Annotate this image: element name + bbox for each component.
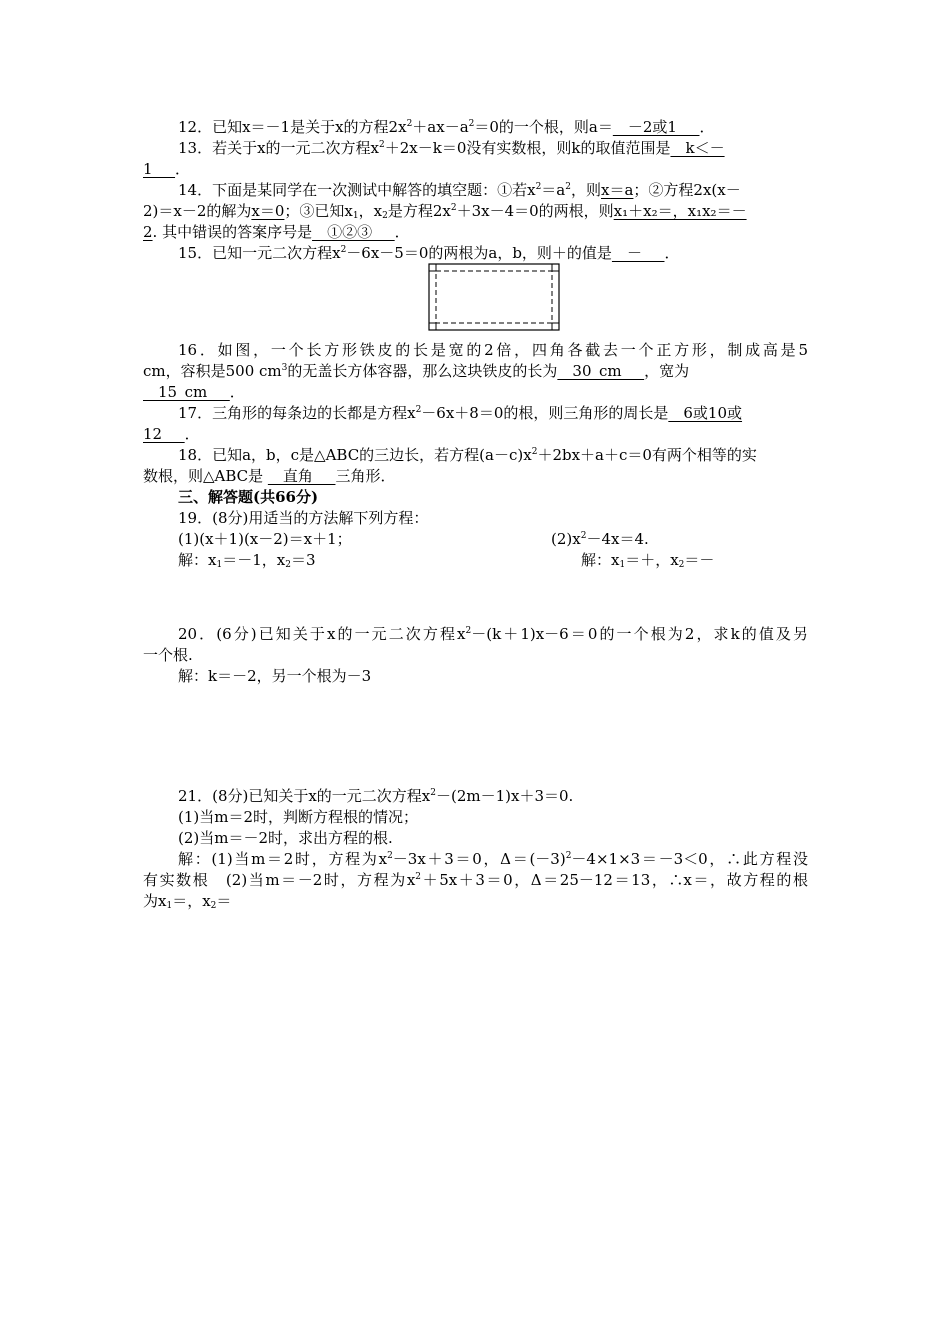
question-19-solution-2 (581, 550, 801, 570)
question-14-line3 (143, 222, 808, 242)
q15-answer: __－___ (611, 244, 665, 262)
q18-sup: 2 (531, 447, 538, 457)
q14-underline-4: 2 (143, 223, 153, 241)
q21-text-b: －(2m－1)x＋3＝0. (436, 787, 574, 805)
q19-sol2-a: 解：x (581, 551, 620, 569)
q18-l2-text: 数根，则△ABC是 (143, 467, 268, 485)
q14-sup: 2 (535, 182, 542, 192)
q14-l2-text-c: ，x (358, 202, 383, 220)
q16-text: 16．如图，一个长方形铁皮的长是宽的2倍，四角各截去一个正方形，制成高是5 (178, 341, 808, 359)
q17-text: 17．三角形的每条边的长都是方程x (178, 404, 416, 422)
q16-l2-text-c: ，宽为 (644, 362, 690, 380)
q14-l2-text-b: ；③已知x (284, 202, 353, 220)
q21-sol3-b: ＝，x (172, 892, 211, 910)
q14-text-c: ，则 (570, 181, 601, 199)
q19-sol2-c: ＝－ (684, 551, 715, 569)
q20-sup: 2 (465, 626, 472, 636)
question-12 (178, 117, 808, 137)
q17-text-b: －6x＋8＝0的根，则三角形的周长是 (421, 404, 669, 422)
q21-sol-a: 解：(1)当m＝2时，方程为x (178, 850, 388, 868)
q19-part1: (1)(x＋1)(x－2)＝x＋1； (178, 530, 352, 548)
q18-text-b: ＋2bx＋a＋c＝0有两个相等的实 (537, 446, 757, 464)
q14-sub1: 1 (352, 211, 359, 221)
q12-answer: __－2或1___ (612, 118, 700, 136)
q14-underline-2: x＝0 (251, 202, 285, 220)
q14-sub2: 2 (382, 211, 388, 221)
q19-sol2-sub1: 1 (619, 560, 626, 570)
q18-answer: __直角___ (267, 467, 336, 485)
sheet-metal-figure (428, 263, 560, 331)
question-20-cont: 一个根. (143, 646, 193, 664)
q14-text-d: ；②方程2x(x－ (633, 181, 741, 199)
q14-text-b: ＝a (541, 181, 566, 199)
question-21-solution-line1 (178, 849, 808, 869)
q19-sol2-sub2: 2 (678, 560, 685, 570)
q14-sup2: 2 (565, 182, 571, 192)
q13-text-b: ＋2x－k＝0没有实数根，则k的取值范围是 (384, 139, 671, 157)
q13-sup: 2 (379, 140, 385, 150)
q13-end: ． (175, 160, 191, 178)
q15-end: ． (664, 244, 680, 262)
q14-l2-text: 2)＝x－2的解为 (143, 202, 252, 220)
question-21-part2: (2)当m＝－2时，求出方程的根. (178, 829, 393, 847)
q14-underline-1: x＝a (601, 181, 634, 199)
question-17-cont (143, 424, 808, 444)
q12-text: 12．已知x＝－1是关于x的方程2x (178, 118, 407, 136)
question-21 (178, 786, 808, 806)
q13-answer-part2: 1___ (143, 160, 176, 178)
q17-sup: 2 (415, 405, 422, 415)
question-18 (178, 445, 808, 465)
q13-answer-part1: __k＜－ (670, 139, 725, 157)
q19-sol1-b: ＝－1，x (222, 551, 286, 569)
q12-text-post: ＝0的一个根，则a＝ (474, 118, 613, 136)
question-15 (178, 243, 808, 263)
q14-end: ． (394, 223, 410, 241)
q12-sup: 2 (406, 119, 413, 129)
question-14-line2 (143, 201, 808, 221)
q17-answer-part2: 12___ (143, 425, 185, 443)
q21-sol3-sub1: 1 (166, 901, 173, 911)
q19-sol1-sub2: 2 (285, 560, 291, 570)
q21-sol2-sup: 2 (415, 872, 422, 882)
question-16-line2 (143, 361, 808, 381)
q21-sol3-c: ＝ (216, 892, 232, 910)
question-14 (178, 180, 808, 200)
q21-sol3-a: 为x (143, 892, 167, 910)
q13-text: 13．若关于x的一元二次方程x (178, 139, 380, 157)
q17-answer-part1: __6或10或 (668, 404, 743, 422)
question-18-cont (143, 466, 808, 486)
q17-end: ． (184, 425, 200, 443)
q12-sup2: 2 (468, 119, 475, 129)
q16-l2-text: cm，容积是500 cm (143, 362, 282, 380)
q20-text: 20．(6分)已知关于x的一元二次方程x (178, 625, 466, 643)
q19-sol2-b: ＝＋，x (625, 551, 679, 569)
q21-sol-c: －4×1×3＝－3＜0，∴此方程没 (571, 850, 808, 868)
q21-sol3-sub2: 2 (210, 901, 217, 911)
q14-l2-text-d: 是方程2x (387, 202, 451, 220)
q19-sol1-a: 解：x (178, 551, 217, 569)
q21-sol2-b: ＋5x＋3＝0，Δ＝25－12＝13，∴x＝，故方程的根 (421, 871, 808, 889)
outer-rectangle (429, 264, 559, 330)
q18-l2-text-b: 三角形． (335, 467, 396, 485)
question-19: 19．(8分)用适当的方法解下列方程： (178, 509, 429, 527)
q21-sol-sup2: 2 (565, 851, 572, 861)
q14-l3-text: . 其中错误的答案序号是 (152, 223, 313, 241)
q16-end: ． (229, 383, 245, 401)
q14-l2-sup: 2 (450, 203, 457, 213)
q18-text: 18．已知a，b，c是△ABC的三边长，若方程(a－c)x (178, 446, 532, 464)
q15-text-b: －6x－5＝0的两根为a，b，则＋的值是 (346, 244, 612, 262)
q12-end: ． (699, 118, 715, 136)
q14-l2-text-e: ＋3x－4＝0的两根，则 (456, 202, 614, 220)
q21-sol2-a: 有实数根 (2)当m＝－2时，方程为x (143, 871, 416, 889)
question-16 (178, 340, 808, 360)
question-17 (178, 403, 808, 423)
q20-text-b: －(k＋1)x－6＝0的一个根为2，求k的值及另 (471, 625, 808, 643)
q19-part2-sup: 2 (580, 531, 587, 541)
question-20-solution: 解：k＝－2，另一个根为－3 (178, 667, 372, 685)
q16-answer-width: __15_cm___ (143, 383, 230, 401)
q12-text-mid: ＋ax－a (412, 118, 469, 136)
question-21-solution-line2 (143, 870, 808, 890)
q14-answer: __①②③___ (312, 223, 395, 241)
q21-text: 21．(8分)已知关于x的一元二次方程x (178, 787, 431, 805)
q16-sup: 3 (281, 363, 288, 373)
question-21-solution-line3 (143, 891, 808, 911)
q19-sol1-sub1: 1 (216, 560, 223, 570)
q14-underline-3: x₁＋x₂＝，x₁x₂＝－ (613, 202, 747, 220)
question-13 (178, 138, 808, 158)
fold-line-rectangle (436, 271, 552, 323)
question-13-cont (143, 159, 808, 179)
q19-part2-b: －4x＝4. (586, 530, 649, 548)
q21-sup: 2 (430, 788, 436, 798)
q14-text: 14．下面是某同学在一次测试中解答的填空题：①若x (178, 181, 536, 199)
q21-sol-sup1: 2 (387, 851, 393, 861)
q16-answer-length: __30_cm___ (557, 362, 645, 380)
question-21-part1: (1)当m＝2时，判断方程根的情况； (178, 808, 419, 826)
question-19-part2 (551, 529, 801, 549)
q21-sol-b: －3x＋3＝0，Δ＝(－3) (392, 850, 566, 868)
section-heading: 三、解答题(共66分) (178, 488, 319, 506)
question-20 (178, 624, 808, 644)
q19-sol1-c: ＝3 (290, 551, 316, 569)
q15-sup: 2 (340, 245, 347, 255)
q15-text: 15．已知一元二次方程x (178, 244, 341, 262)
q19-part2-a: (2)x (551, 530, 581, 548)
question-16-line3 (143, 382, 808, 402)
q16-l2-text-b: 的无盖长方体容器，那么这块铁皮的长为 (287, 362, 558, 380)
